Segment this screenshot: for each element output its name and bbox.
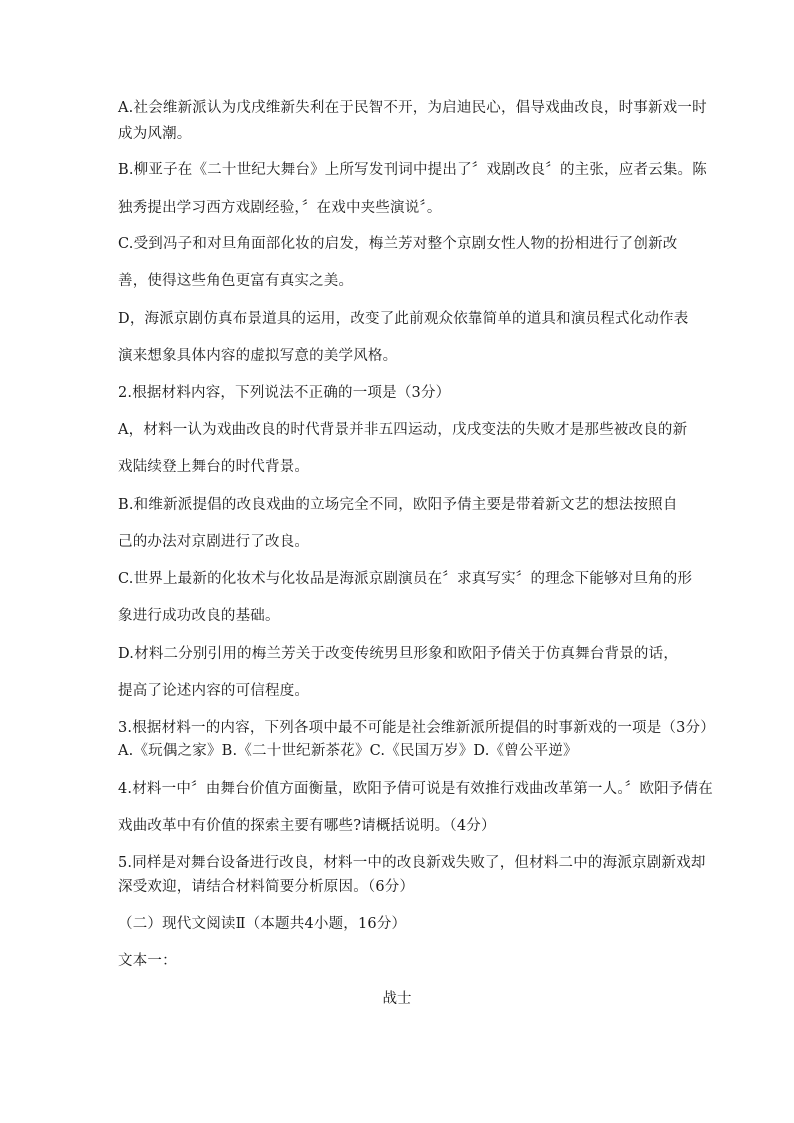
option-d-line-1: D，海派京剧仿真布景道具的运用，改变了此前观众依靠简单的道具和演员程式化动作表: [118, 311, 689, 327]
text-one-label: 文本一：: [118, 953, 177, 969]
question-2: 2.根据材料内容，下列说法不正确的一项是（3分）: [118, 385, 451, 401]
option-c-line-1: C.受到冯子和对旦角面部化妆的启发，梅兰芳对整个京剧女性人物的扮相进行了创新改: [118, 236, 678, 252]
q2-option-a-line-1: A，材料一认为戏曲改良的时代背景并非五四运动，戊戌变法的失败才是那些被改良的新: [118, 422, 688, 438]
q2-option-b-line-1: B.和维新派提倡的改良戏曲的立场完全不同，欧阳予倩主要是带着新文艺的想法按照自: [118, 497, 678, 513]
option-c-line-2: 善，使得这些角色更富有真实之美。: [118, 273, 354, 289]
q2-option-d-line-2: 提高了论述内容的可信程度。: [118, 683, 310, 699]
q2-option-c-line-2: 象进行成功改良的基础。: [118, 608, 280, 624]
section-heading: （二）现代文阅读Ⅱ（本题共4小题，16分）: [118, 916, 407, 932]
question-4-line-1: 4.材料一中〞由舞台价值方面衡量，欧阳予倩可说是有效推行戏曲改革第一人。〞欧阳予倩在: [118, 781, 713, 797]
question-5-line-1: 5.同样是对舞台设备进行改良，材料一中的改良新戏失败了，但材料二中的海派京剧新戏却: [118, 855, 706, 871]
question-5-line-2: 深受欢迎，请结合材料简要分析原因。（6分）: [118, 879, 415, 895]
q2-option-a-line-2: 戏陆续登上舞台的时代背景。: [118, 459, 310, 475]
option-b-line-1: B.柳亚子在《二十世纪大舞台》上所写发刊词中提出了〞戏剧改良〞的主张，应者云集。陈: [118, 162, 707, 178]
q2-option-d-line-1: D.材料二分别引用的梅兰芳关于改变传统男旦形象和欧阳予倩关于仿真舞台背景的话，: [118, 646, 679, 662]
q2-option-b-line-2: 己的办法对京剧进行了改良。: [118, 534, 310, 550]
question-4-line-2: 戏曲改革中有价值的探索主要有哪些?请概括说明。（4分）: [118, 818, 496, 834]
option-d-line-2: 演来想象具体内容的虚拟写意的美学风格。: [118, 348, 398, 364]
question-3-options: A.《玩偶之家》B.《二十世纪新茶花》C.《民国万岁》D.《曾公平逆》: [118, 743, 578, 759]
option-b-line-2: 独秀提出学习西方戏剧经验，〞在戏中夹些演说〞。: [118, 200, 442, 216]
q2-option-c-line-1: C.世界上最新的化妆术与化妆品是海派京剧演员在〞求真写实〞的理念下能够对旦角的形: [118, 571, 693, 587]
option-a-line-1: A.社会维新派认为戊戌维新失利在于民智不开，为启迪民心，倡导戏曲改良，时事新戏一时: [118, 100, 707, 116]
option-a-line-2: 成为风潮。: [118, 126, 192, 142]
story-title: 战士: [382, 991, 412, 1007]
question-3: 3.根据材料一的内容，下列各项中最不可能是社会维新派所提倡的时事新戏的一项是（3分）: [118, 720, 715, 736]
